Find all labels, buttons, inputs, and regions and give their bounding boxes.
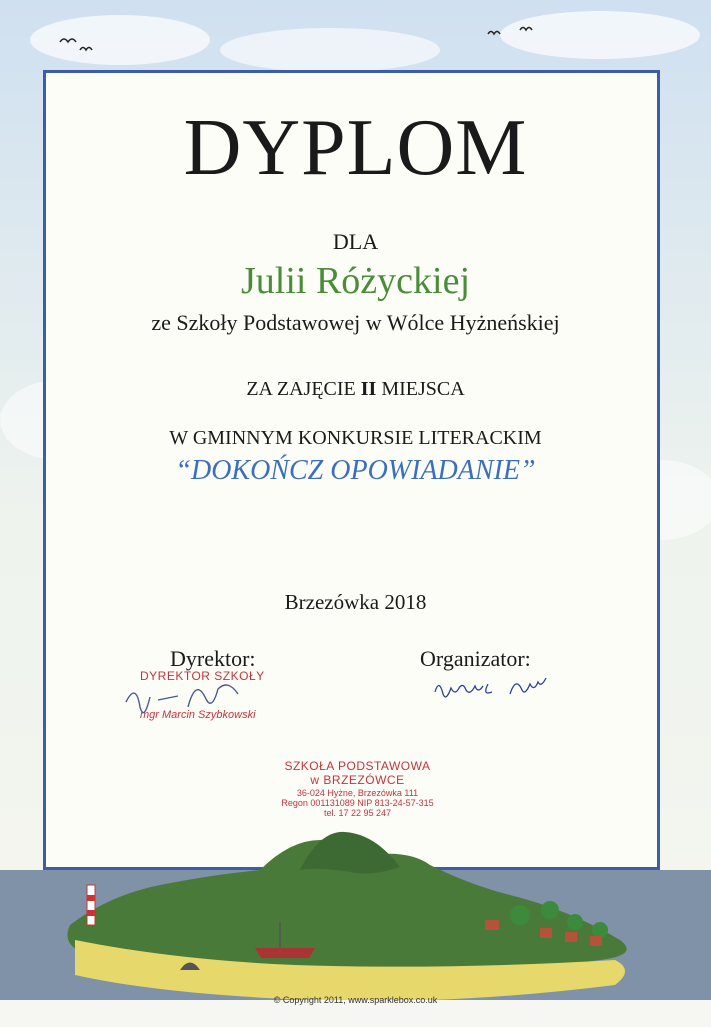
island-illustration <box>0 830 711 1000</box>
organizer-label: Organizator: <box>420 646 531 671</box>
director-stamp-title: DYREKTOR SZKOŁY <box>140 669 265 683</box>
organizer-signature <box>430 670 580 705</box>
director-signature <box>118 672 288 722</box>
school-stamp-ids: Regon 001131089 NIP 813-24-57-315 <box>281 797 434 808</box>
recipient-school: ze Szkoły Podstawowej w Wólce Hyżneńskiej <box>151 310 560 335</box>
place-line <box>0 378 711 401</box>
place-suffix: MIEJSCA <box>376 378 465 400</box>
school-stamp-phone: tel. 17 22 95 247 <box>323 808 392 819</box>
copyright-text: © Copyright 2011, www.sparklebox.co.uk <box>273 995 438 1005</box>
contest-line: W GMINNYM KONKURSIE LITERACKIM <box>169 427 542 449</box>
school-stamp <box>250 760 465 819</box>
director-stamp-name: mgr Marcin Szybkowski <box>140 709 256 721</box>
place-prefix: ZA ZAJĘCIE <box>246 378 361 400</box>
school-stamp-address: 36-024 Hyżne, Brzezówka 111 <box>296 787 419 798</box>
place-date: Brzezówka 2018 <box>284 590 427 614</box>
recipient-name: Julii Różyckiej <box>240 260 471 302</box>
school-stamp-location: w BRZEZÓWCE <box>310 772 405 787</box>
diploma-title: DYPLOM <box>183 104 528 192</box>
director-label: Dyrektor: <box>170 646 256 671</box>
for-label: DLA <box>332 229 379 254</box>
school-stamp-name: SZKOŁA PODSTAWOWA <box>284 759 431 773</box>
contest-name: “DOKOŃCZ OPOWIADANIE” <box>175 455 536 486</box>
place-rank: II <box>360 378 377 400</box>
